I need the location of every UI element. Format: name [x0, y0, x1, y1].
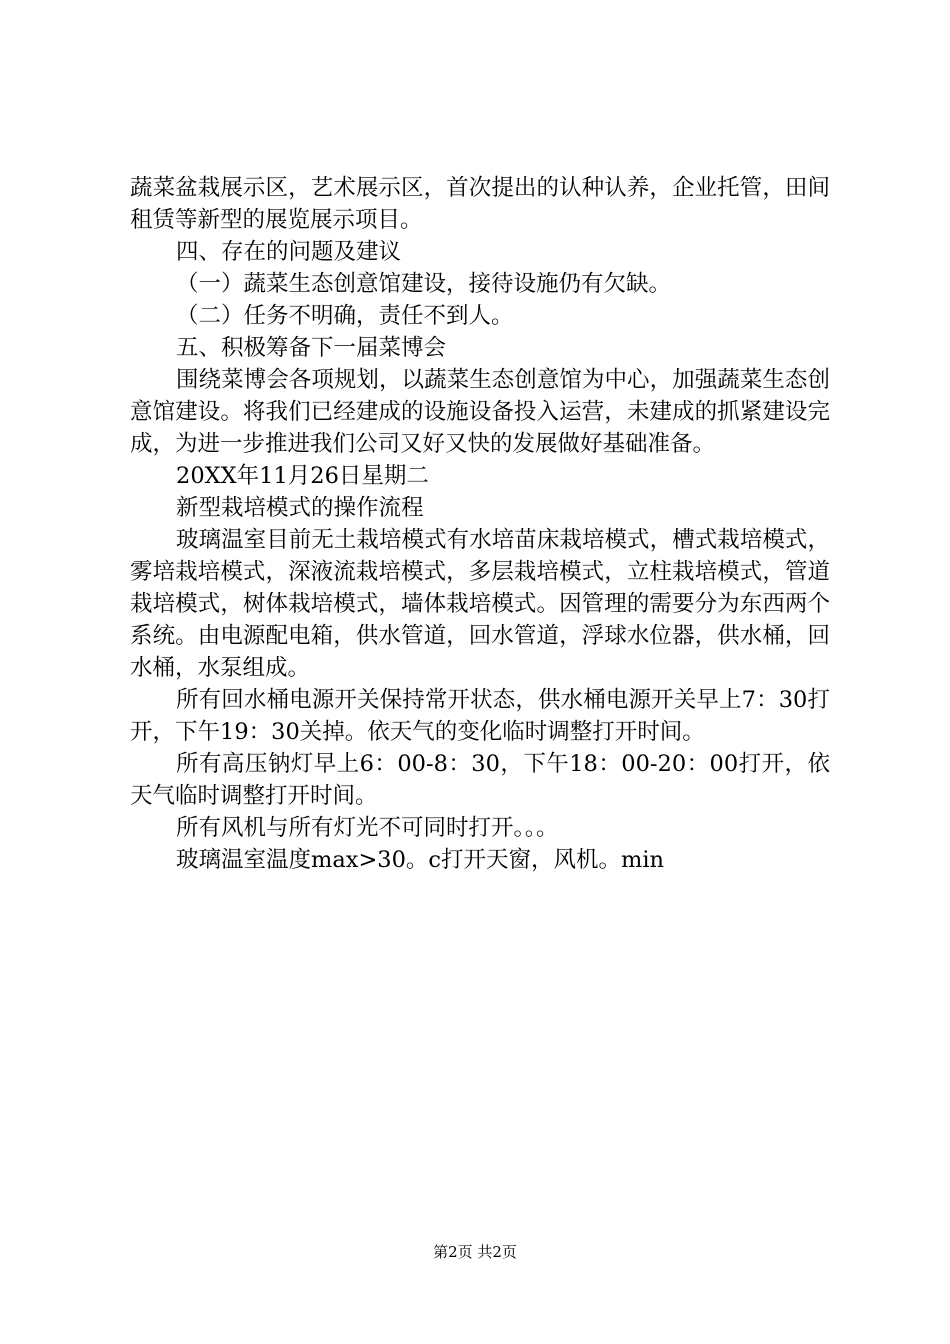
paragraph: 所有高压钠灯早上6：00-8：30，下午18：00-20：00打开，依天气临时调整打开时间。 — [130, 751, 830, 809]
paragraph: 所有回水桶电源开关保持常开状态，供水桶电源开关早上7：30打开，下午19：30关掉。依天气的变化临时调整打开时间。 — [130, 687, 830, 745]
paragraph: 所有风机与所有灯光不可同时打开。。。 — [176, 815, 559, 841]
document-title: 新型栽培模式的操作流程 — [176, 495, 424, 521]
list-item: （一）蔬菜生态创意馆建设，接待设施仍有欠缺。 — [176, 271, 672, 297]
section-heading: 五、积极筹备下一届菜博会 — [176, 335, 447, 361]
document-body — [130, 172, 830, 876]
paragraph: 围绕菜博会各项规划，以蔬菜生态创意馆为中心，加强蔬菜生态创意馆建设。将我们已经建成的设施设备投入运营，未建成的抓紧建设完成，为进一步推进我们公司又好又快的发展做好基础准备。 — [130, 367, 830, 457]
paragraph: 玻璃温室温度max>30。c打开天窗，风机。min — [176, 847, 665, 873]
section-heading: 四、存在的问题及建议 — [176, 239, 402, 265]
date-line: 20XX年11月26日星期二 — [176, 463, 429, 489]
paragraph: 玻璃温室目前无土栽培模式有水培苗床栽培模式，槽式栽培模式，雾培栽培模式，深液流栽培模式，多层栽培模式，立柱栽培模式，管道栽培模式，树体栽培模式，墙体栽培模式。因管理的需要分为东西两个系统。由电源配电箱，供水管道，回水管道，浮球水位器，供水桶，回水桶，水泵组成。 — [130, 527, 830, 681]
list-item: （二）任务不明确，责任不到人。 — [176, 303, 514, 329]
paragraph: 蔬菜盆栽展示区，艺术展示区，首次提出的认种认养，企业托管，田间租赁等新型的展览展示项目。 — [130, 175, 830, 233]
page-footer: 第2页 共2页 — [433, 1243, 517, 1261]
